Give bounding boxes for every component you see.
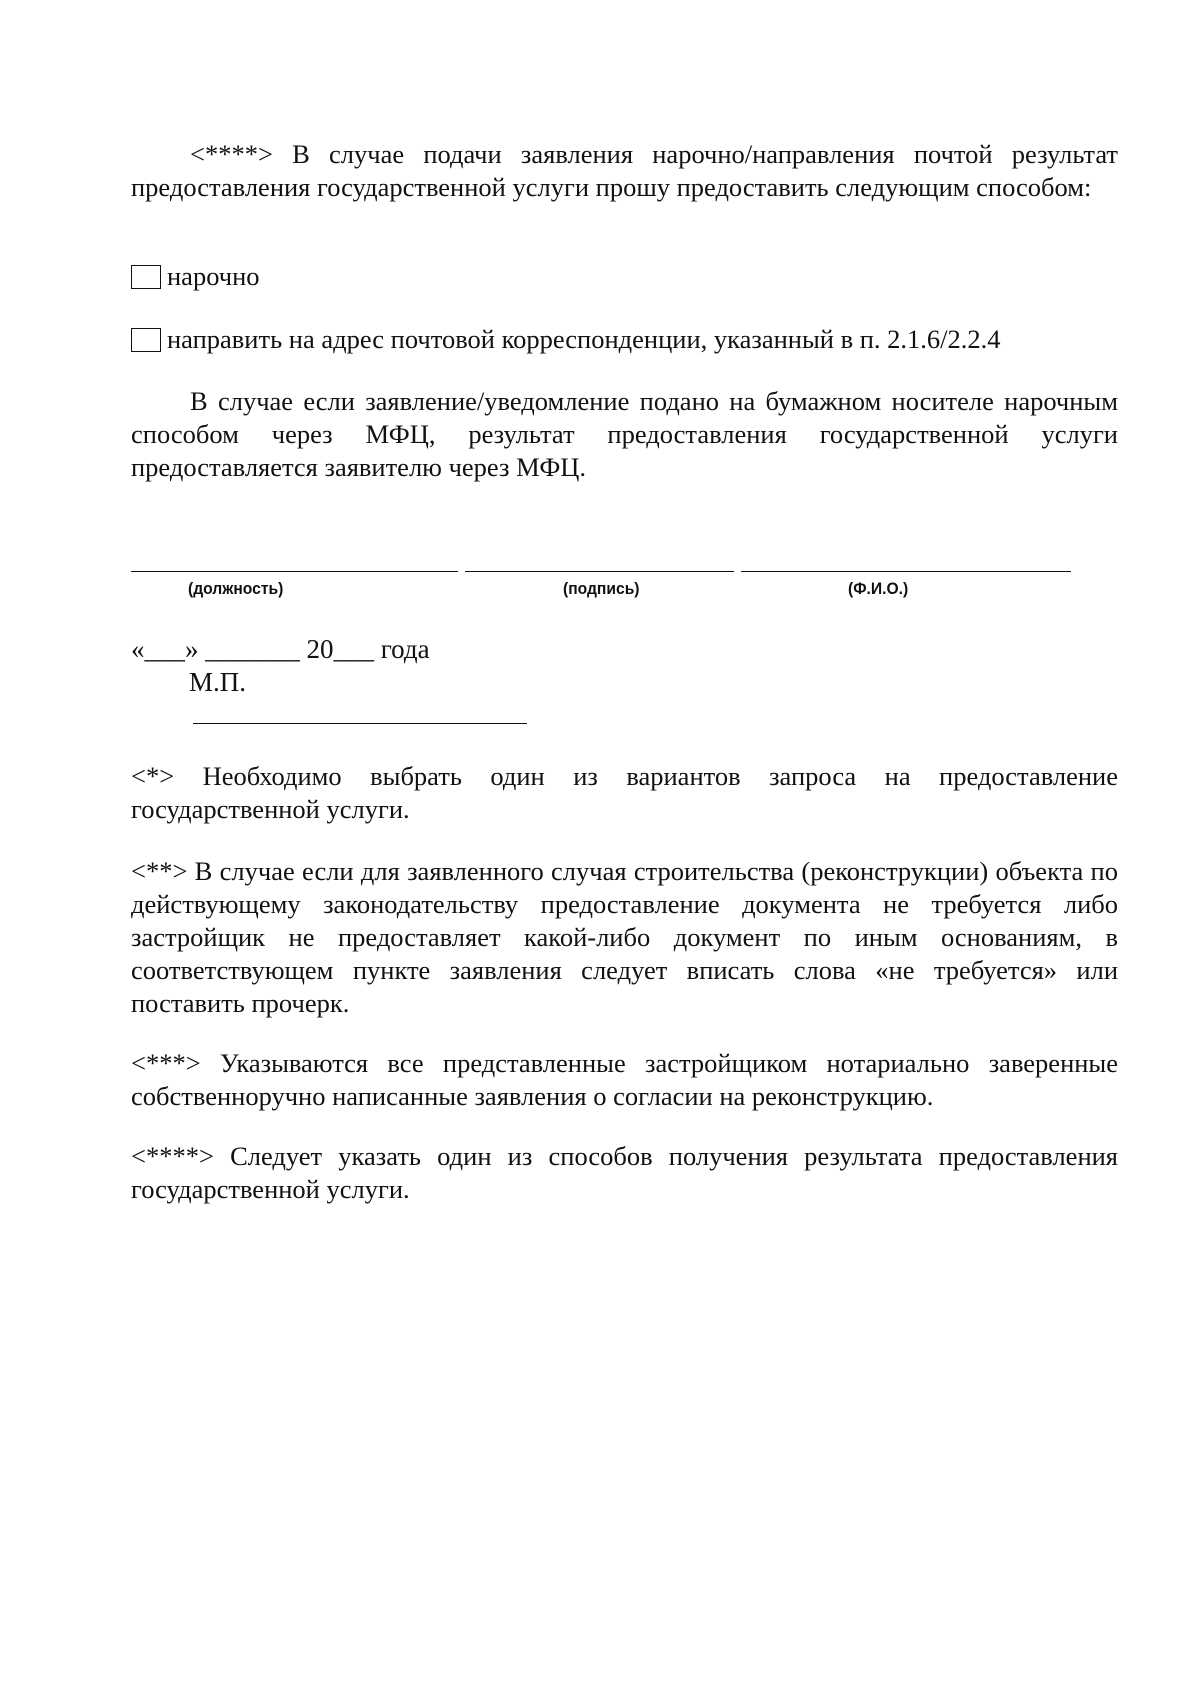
option-by-hand[interactable]	[131, 260, 260, 293]
footnote-3: <***> Указываются все представленные застройщиком нотариально заверенные собственноручно написанные заявления о согласии на реконструкцию.	[131, 1048, 1118, 1111]
date-line: «___» _______ 20___ года	[131, 634, 430, 664]
signature-line	[465, 571, 734, 572]
option-by-hand-label: нарочно	[167, 261, 260, 291]
footnote-4: <****> Следует указать один из способов получения результата предоставления государственной услуги.	[131, 1141, 1118, 1204]
full-name-label: (Ф.И.О.)	[848, 579, 909, 598]
stamp-line	[193, 723, 527, 724]
position-label: (должность)	[188, 579, 284, 598]
checkbox-by-mail[interactable]	[131, 328, 161, 352]
result-method-intro: <****> В случае подачи заявления нарочно/направления почтой результат предоставления государственной услуги прошу предоставить следующим способом:	[131, 139, 1118, 202]
option-by-mail-label: направить на адрес почтовой корреспонденции, указанный в п. 2.1.6/2.2.4	[167, 324, 1001, 354]
footnote-1: <*> Необходимо выбрать один из вариантов запроса на предоставление государственной услуги.	[131, 761, 1118, 824]
stamp-label: М.П.	[189, 667, 247, 697]
position-line	[131, 571, 458, 572]
full-name-line	[741, 571, 1071, 572]
mfc-note: В случае если заявление/уведомление подано на бумажном носителе нарочным способом через МФЦ, результат предоставления государственной услуги предоставляется заявителю через МФЦ.	[131, 386, 1118, 482]
footnote-2: <**> В случае если для заявленного случая строительства (реконструкции) объекта по действующему законодательству предоставление документа не требуется либо застройщик не предоставляет какой-либо документ по иным основаниям, в соответствующем пункте заявления следует вписать слова «не требуется» или поставить прочерк.	[131, 856, 1118, 1018]
signature-label: (подпись)	[563, 579, 640, 598]
option-by-mail[interactable]	[131, 323, 1001, 356]
checkbox-by-hand[interactable]	[131, 265, 161, 289]
